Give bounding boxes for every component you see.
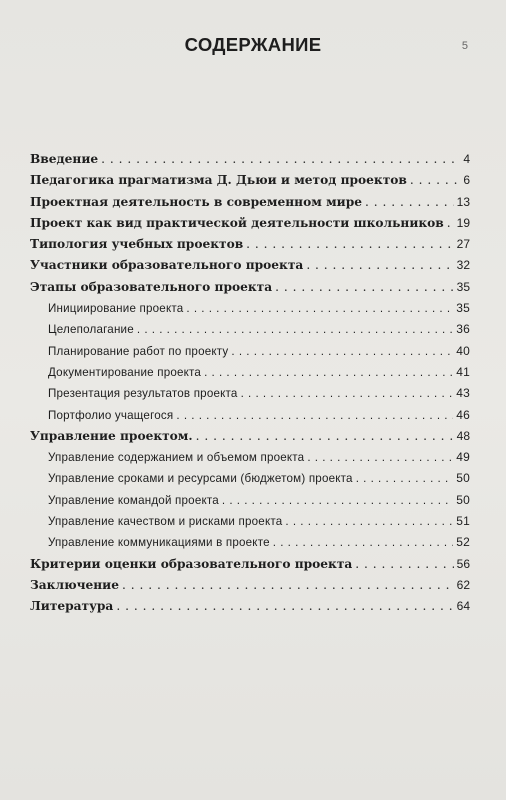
toc-entry	[30, 408, 470, 429]
toc-entry-title: Управление сроками и ресурсами (бюджетом) проекта	[48, 472, 353, 486]
toc-entry-title: Литература	[30, 599, 114, 614]
toc-leader-dots	[241, 387, 454, 400]
toc-leader-dots	[101, 152, 460, 166]
toc-entry-title: Управление содержанием и объемом проекта	[48, 451, 305, 465]
toc-leader-dots	[275, 280, 454, 294]
toc-entry-title: Критерии оценки образовательного проекта	[30, 556, 353, 571]
toc-entry-title: Введение	[30, 152, 99, 166]
toc-entry-title: Инициирование проекта	[48, 302, 184, 316]
toc-entry	[30, 322, 470, 343]
toc-leader-dots	[306, 258, 453, 272]
toc-entry-page: 27	[456, 237, 470, 252]
toc-entry	[30, 280, 470, 301]
toc-entry	[30, 258, 470, 279]
toc-entry-title: Управление командой проекта	[48, 493, 219, 507]
toc-leader-dots	[447, 216, 454, 230]
toc-entry-title: Презентация результатов проекта	[48, 387, 238, 401]
toc-entry	[30, 578, 470, 599]
toc-entry-title: Участники образовательного проекта	[30, 258, 304, 273]
toc-entry-title: Планирование работ по проекту	[48, 344, 229, 358]
toc-entry-page: 35	[456, 279, 470, 294]
toc-leader-dots	[410, 173, 460, 187]
toc-leader-dots	[176, 409, 453, 422]
page-number: 5	[461, 40, 468, 52]
toc-entry	[30, 173, 470, 194]
toc-entry	[30, 152, 470, 173]
toc-entry-title: Документирование проекта	[48, 365, 202, 379]
toc-entry	[30, 365, 470, 386]
toc-entry-page: 43	[456, 386, 470, 401]
toc-entry-title: Педагогика прагматизма Д. Дьюи и метод проектов	[30, 173, 407, 188]
table-of-contents	[30, 152, 470, 621]
toc-entry-page: 50	[456, 492, 470, 507]
toc-entry	[30, 599, 470, 620]
toc-entry-page: 56	[456, 556, 470, 571]
toc-entry-page: 64	[456, 599, 470, 614]
toc-entry-page: 48	[456, 428, 470, 443]
toc-entry	[30, 195, 470, 216]
page-title: СОДЕРЖАНИЕ	[184, 34, 322, 55]
toc-entry-title: Этапы образовательного проекта	[30, 279, 273, 294]
toc-entry-title: Целеполагание	[48, 323, 134, 337]
toc-entry-title: Проектная деятельность в современном мире	[30, 194, 362, 209]
toc-entry	[30, 429, 470, 450]
toc-entry-title: Управление коммуникациями в проекте	[48, 536, 270, 550]
toc-entry-page: 46	[456, 407, 470, 422]
toc-leader-dots	[137, 323, 453, 336]
toc-leader-dots	[204, 366, 453, 379]
toc-leader-dots	[186, 302, 453, 315]
toc-leader-dots	[196, 429, 454, 443]
toc-entry-page: 62	[456, 577, 470, 592]
toc-entry-page: 40	[456, 343, 470, 358]
toc-entry-page: 36	[456, 322, 470, 337]
toc-entry	[30, 535, 470, 556]
toc-leader-dots	[273, 536, 454, 549]
toc-leader-dots	[355, 557, 453, 571]
toc-entry	[30, 301, 470, 322]
toc-leader-dots	[307, 451, 453, 464]
toc-entry	[30, 514, 470, 535]
toc-entry-title: Типология учебных проектов	[30, 237, 244, 252]
toc-entry-title: Управление качеством и рисками проекта	[48, 515, 283, 529]
toc-leader-dots	[356, 472, 454, 485]
toc-entry-page: 51	[456, 514, 470, 529]
toc-leader-dots	[222, 494, 453, 507]
toc-leader-dots	[246, 237, 453, 251]
toc-entry-page: 6	[463, 173, 470, 188]
toc-entry-page: 32	[456, 258, 470, 273]
toc-entry	[30, 557, 470, 578]
toc-leader-dots	[285, 515, 453, 528]
toc-entry-page: 35	[456, 301, 470, 316]
toc-entry-page: 13	[456, 194, 470, 209]
toc-entry	[30, 471, 470, 492]
toc-entry	[30, 493, 470, 514]
toc-entry-page: 4	[463, 152, 470, 166]
toc-entry	[30, 237, 470, 258]
toc-entry-page: 52	[456, 535, 470, 550]
toc-entry	[30, 386, 470, 407]
toc-entry	[30, 344, 470, 365]
toc-entry-page: 49	[456, 450, 470, 465]
toc-entry-page: 19	[456, 215, 470, 230]
toc-entry	[30, 216, 470, 237]
toc-leader-dots	[122, 578, 454, 592]
toc-entry	[30, 450, 470, 471]
toc-leader-dots	[365, 195, 454, 209]
toc-entry-title: Управление проектом.	[30, 428, 193, 443]
toc-entry-page: 50	[456, 471, 470, 486]
toc-leader-dots	[116, 599, 453, 613]
toc-entry-page: 41	[456, 364, 470, 379]
toc-entry-title: Портфолио учащегося	[48, 408, 174, 422]
toc-entry-title: Проект как вид практической деятельности школьников	[30, 215, 444, 230]
toc-leader-dots	[231, 345, 453, 358]
toc-entry-title: Заключение	[30, 577, 119, 592]
